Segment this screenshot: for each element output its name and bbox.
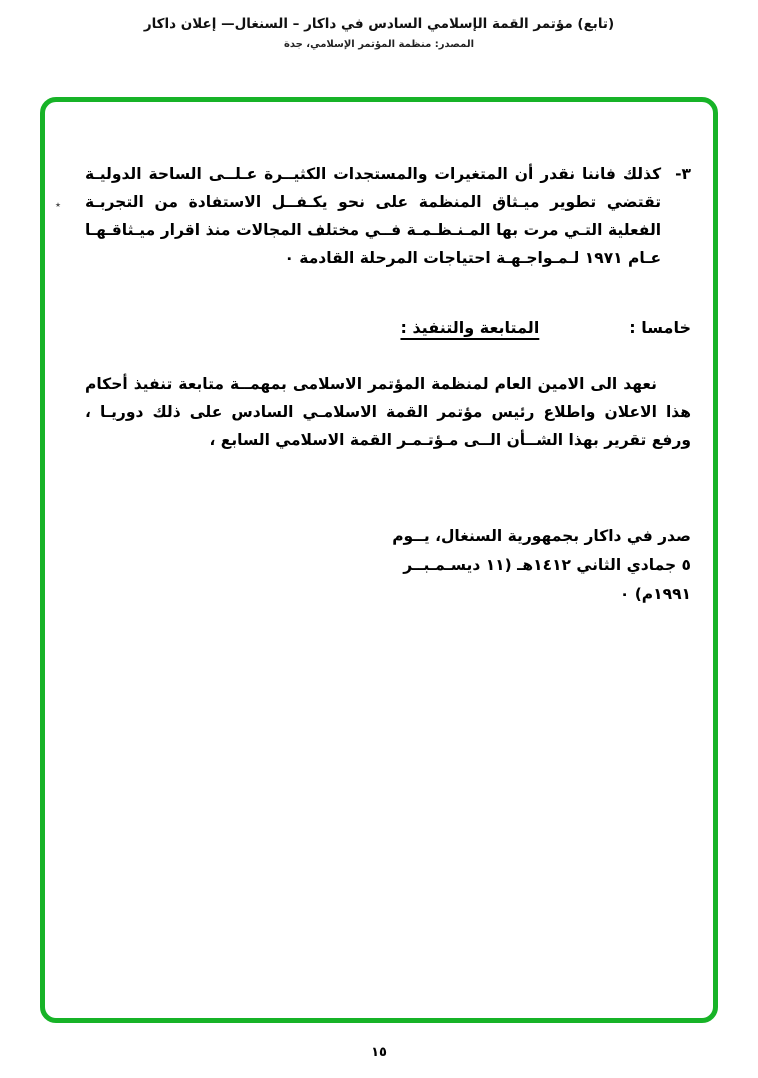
- section-label: خامسا :: [629, 318, 691, 337]
- page-header: [0, 16, 758, 50]
- date-line: صدر في داكار بجمهورية السنغال، يــوم: [392, 527, 691, 545]
- date-line: ١٩٩١م) ٠: [619, 585, 691, 603]
- item-text: كذلك فاننا نقدر أن المتغيرات والمستجدات الكثيــرة عـلــى الساحة الدوليـة تقتضي تطوير ميـثاق المنظمة على نحو يكـفــل الاستفادة من التجربـة الفعلية التـي مرت بها المـنـظـمـة فــي مختلف المجالات منذ اقرار ميـثاقـهـا عـام ١٩٧١ لـمـواجـهـة احتياجات المرحلة القادمة ٠: [85, 165, 662, 267]
- document-title: (تابع) مؤتمر القمة الإسلامي السادس في داكار – السنغال— إعلان داكار: [143, 16, 615, 32]
- section-five-heading: [400, 318, 691, 337]
- numbered-item-3: [85, 160, 691, 272]
- follow-up-paragraph: نعهد الى الامين العام لمنظمة المؤتمر الاسلامى بمهمــة متابعة تنفيذ أحكام هذا الاعلان واطلاع رئيس مؤتمر القمة الاسلامـي السادس على ذلك دوريـا ، ورفع تقرير بهذا الشــأن الــى مـؤتـمـر القمة الاسلامي السابع ،: [85, 375, 691, 449]
- document-source: المصدر: منظمة المؤتمر الإسلامي، جدة: [283, 39, 475, 50]
- page-footer: [0, 1045, 758, 1060]
- margin-annotation-mark: ٭: [55, 198, 61, 211]
- date-line: ٥ جمادي الثاني ١٤١٢هـ (١١ ديسـمـبــر: [403, 556, 691, 574]
- page-number: ١٥: [371, 1045, 387, 1060]
- item-number: ٣-: [675, 165, 691, 183]
- issuance-date-block: [371, 522, 691, 609]
- section-title: المتابعة والتنفيذ :: [400, 318, 540, 337]
- green-frame: [40, 97, 718, 1023]
